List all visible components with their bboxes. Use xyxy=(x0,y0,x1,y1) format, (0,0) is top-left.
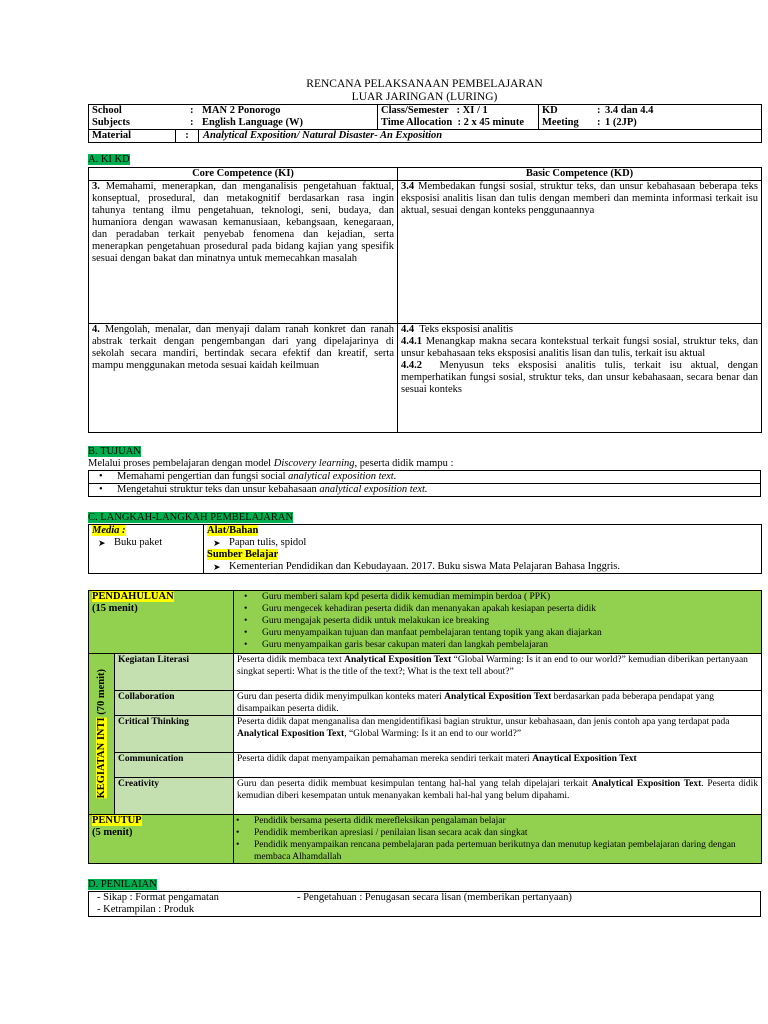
kd34-cell: 3.4 Membedakan fungsi sosial, struktur teks, dan unsur kebahasaan beberapa teks eksposisi analitis lisan dan tulis dengan memberi dan meminta informasi terkait isu aktual, sesuai dengan konteks penggunaannya xyxy=(398,181,762,324)
critical-thinking-label: Critical Thinking xyxy=(115,716,234,753)
pendahuluan-items-cell xyxy=(234,591,762,654)
class-time-cell: Class/Semester : XI / 1 Time Allocation : 2 x 45 minute xyxy=(378,105,539,130)
kd34-text: Membedakan fungsi sosial, struktur teks, dan unsur kebahasaan beberapa teks eksposisi analitis lisan dan tulis dengan memberi dan meminta informasi terkait isu aktual, sesuai dengan konteks penggunaannya xyxy=(401,181,759,216)
pendahuluan-item-2: • Guru mengecek kehadiran peserta didik dan menanyakan apakah kesiapan peserta didik xyxy=(254,603,761,615)
communication-text: Peserta didik dapat menyampaikan pemahaman mereka sendiri terkait materi Anaytical Exposition Text xyxy=(234,753,762,778)
kd44-text: Teks eksposisi analitis xyxy=(419,324,513,335)
inti-label-cell xyxy=(89,654,115,815)
pendahuluan-item-4: • Guru menyampaikan tujuan dan manfaat pembelajaran tentang topik yang akan diajarkan xyxy=(254,627,761,639)
literasi-label: Kegiatan Literasi xyxy=(115,654,234,691)
collaboration-label: Collaboration xyxy=(115,691,234,716)
inti-label: KEGIATAN INTI (70 menit) xyxy=(95,669,107,799)
alat-item: ➤ Papan tulis, spidol xyxy=(211,537,758,549)
identity-table xyxy=(88,104,762,143)
kd-column-header: Basic Competence (KD) xyxy=(398,168,762,181)
time-label: Time Allocation xyxy=(381,117,453,128)
kd441-text: Menangkap makna secara kontekstual terkait fungsi sosial, struktur teks, dan unsur kebahasaan teks eksposisi analitis lisan dan tulis, terkait isu aktual xyxy=(401,336,758,359)
penutup-time: (5 menit) xyxy=(92,827,133,838)
sumber-item: ➤ Kementerian Pendidikan dan Kebudayaan. 2017. Buku siswa Mata Pelajaran Bahasa Inggris. xyxy=(211,561,758,573)
subjects-value: English Language (W) xyxy=(202,117,303,128)
tujuan-item-1: • Memahami pengertian dan fungsi social analytical exposition text. xyxy=(109,471,760,483)
section-a-heading: A. KI KD xyxy=(88,154,130,165)
ki-column-header: Core Competence (KI) xyxy=(89,168,398,181)
ki3-cell: 3. Memahami, menerapkan, dan menganalisis pengetahuan faktual, konseptual, prosedural, dan metakognitif berdasarkan rasa ingin tahunya tentang ilmu pengetahuan, teknologi, seni, budaya, dan humaniora dengan wawasan kemanusiaan, kebangsaan, kenegaraan, dan peradaban terkait penyebab fenomena dan kejadian, serta menerapkan pengetahuan prosedural pada bidang kajian yang spesifik sesuai dengan bakat dan minatnya untuk memecahkan masalah xyxy=(89,181,398,324)
ki-kd-table xyxy=(88,167,762,433)
section-c-heading: C. LANGKAH-LANGKAH PEMBELAJARAN xyxy=(88,512,294,523)
activities-table xyxy=(88,590,762,864)
literasi-text: Peserta didik membaca text Analytical Exposition Text “Global Warming: Is it an end to our world?” kemudian diberikan pertanyaan singkat seperti: What is the title of the text?; What is the text tell about?” xyxy=(234,654,762,691)
creativity-text: Guru dan peserta didik membuat kesimpulan tentang hal-hal yang telah dipelajari terkait Analytical Exposition Text. Peserta didik kemudian diberi kesempatan untuk menanyakan kembali hal-hal yang belum dipahami. xyxy=(234,778,762,815)
penilaian-sikap: - Sikap : Format pengamatan xyxy=(97,892,219,903)
section-b-heading: B. TUJUAN xyxy=(88,446,141,457)
pendahuluan-time: (15 menit) xyxy=(92,603,138,614)
penilaian-table xyxy=(88,891,761,917)
kd442-text: Menyusun teks eksposisi analitis tulis, terkait isu aktual, dengan memperhatikan fungsi sosial, struktur teks, dan unsur kebahasaan, secara benar dan sesuai konteks xyxy=(401,360,759,395)
penutup-item-3: • Pendidik menyampaikan rencana pembelajaran pada pertemuan berikutnya dan menutup kegiatan pembelajaran daring dengan membaca Alhamdallah xyxy=(246,839,761,863)
title-line-2: LUAR JARINGAN (LURING) xyxy=(351,91,498,103)
tujuan-intro: Melalui proses pembelajaran dengan model Discovery learning, peserta didik mampu : xyxy=(88,458,454,469)
media-label: Media : xyxy=(92,525,126,536)
material-label: Material xyxy=(92,130,132,141)
penutup-list xyxy=(234,815,761,863)
penutup-label: PENUTUP xyxy=(92,815,142,826)
tujuan-table xyxy=(88,470,761,497)
kd44-cell: 4.4 Teks eksposisi analitis 4.4.1 Menangkap makna secara kontekstual terkait fungsi sosial, struktur teks, dan unsur kebahasaan teks eksposisi analitis lisan dan tulis, terkait isu aktual 4.4.2 Menyusun teks eksposisi analitis tulis, terkait isu aktual, dengan memperhatikan fungsi sosial, struktur teks, dan unsur kebahasaan, secara benar dan sesuai konteks xyxy=(398,324,762,433)
penutup-item-2: • Pendidik memberikan apresiasi / penilaian lisan secara acak dan singkat xyxy=(246,827,761,839)
penutup-item-1: • Pendidik bersama peserta didik merefleksikan pengalaman belajar xyxy=(246,815,761,827)
title-line-1: RENCANA PELAKSANAAN PEMBELAJARAN xyxy=(306,78,543,90)
media-item: ➤ Buku paket xyxy=(96,537,200,549)
meeting-value: 1 (2JP) xyxy=(605,117,637,128)
material-cell: Material : Analytical Exposition/ Natural Disaster- An Exposition xyxy=(89,130,762,143)
creativity-label: Creativity xyxy=(115,778,234,815)
penilaian-ketrampilan: - Ketrampilan : Produk xyxy=(97,904,195,915)
school-subjects-cell: School : MAN 2 Ponorogo Subjects : English Language (W) xyxy=(89,105,378,130)
critical-thinking-text: Peserta didik dapat menganalisa dan mengidentifikasi bagian struktur, unsur kebahasaan, dan jenis contoh apa yang terdapat pada Analytical Exposition Text, “Global Warming: Is it an end to our world?” xyxy=(234,716,762,753)
subjects-label: Subjects xyxy=(92,117,130,128)
ki4-text: Mengolah, menalar, dan menyaji dalam ranah konkret dan ranah abstrak terkait dengan pengembangan dari yang dipelajarinya di sekolah secara mandiri, bertindak secara efektif dan kreatif, serta mampu menggunakan metoda sesuai kaidah keilmuan xyxy=(92,324,394,371)
tujuan-item-2: • Mengetahui struktur teks dan unsur kebahasaan analytical exposition text. xyxy=(109,484,760,496)
time-value: 2 x 45 minute xyxy=(463,117,525,128)
meeting-label: Meeting xyxy=(542,117,579,128)
sumber-label: Sumber Belajar xyxy=(207,549,279,560)
alat-sumber-cell xyxy=(204,525,762,574)
class-label: Class/Semester xyxy=(381,105,449,116)
ki3-text: Memahami, menerapkan, dan menganalisis pengetahuan faktual, konseptual, prosedural, dan metakognitif berdasarkan rasa ingin tahunya tentang ilmu pengetahuan, teknologi, seni, budaya, dan humaniora dengan wawasan kemanusiaan, kebangsaan, kenegaraan, dan peradaban terkait penyebab fenomena dan kejadian, serta menerapkan pengetahuan prosedural pada bidang kajian yang spesifik sesuai dengan bakat dan minatnya untuk memecahkan masalah xyxy=(92,181,394,264)
alat-label: Alat/Bahan xyxy=(207,525,259,536)
kd-value: 3.4 dan 4.4 xyxy=(605,105,654,116)
penutup-label-cell xyxy=(89,815,234,864)
kd-label: KD xyxy=(542,105,558,116)
collaboration-text: Guru dan peserta didik menyimpulkan konteks materi Analytical Exposition Text berdasarkan pada beberapa pendapat yang disampaikan peserta didik. xyxy=(234,691,762,716)
section-d-heading: D. PENILAIAN xyxy=(88,879,157,890)
school-label: School xyxy=(92,105,122,116)
pendahuluan-label: PENDAHULUAN xyxy=(92,591,174,602)
pendahuluan-label-cell xyxy=(89,591,234,654)
school-value: MAN 2 Ponorogo xyxy=(202,105,281,116)
media-cell xyxy=(89,525,204,574)
pendahuluan-list xyxy=(234,591,761,651)
ki4-cell: 4. Mengolah, menalar, dan menyaji dalam ranah konkret dan ranah abstrak terkait dengan pengembangan dari yang dipelajarinya di sekolah secara mandiri, bertindak secara efektif dan kreatif, serta mampu menggunakan metoda sesuai kaidah keilmuan xyxy=(89,324,398,433)
lesson-plan-page xyxy=(88,78,761,917)
material-value: Analytical Exposition/ Natural Disaster- An Exposition xyxy=(203,130,443,141)
pendahuluan-item-1: • Guru memberi salam kpd peserta didik kemudian memimpin berdoa ( PPK) xyxy=(254,591,761,603)
penilaian-pengetahuan: - Pengetahuan : Penugasan secara lisan (memberikan pertanyaan) xyxy=(297,892,572,903)
pendahuluan-item-3: • Guru mengajak peserta didik untuk melakukan ice breaking xyxy=(254,615,761,627)
media-table xyxy=(88,524,762,574)
document-title xyxy=(88,78,761,104)
penutup-items-cell xyxy=(234,815,762,864)
kd-meeting-cell: KD : 3.4 dan 4.4 Meeting : 1 (2JP) xyxy=(539,105,762,130)
class-value: XI / 1 xyxy=(462,105,488,116)
pendahuluan-item-5: • Guru menyampaikan garis besar cakupan materi dan langkah pembelajaran xyxy=(254,639,761,651)
communication-label: Communication xyxy=(115,753,234,778)
